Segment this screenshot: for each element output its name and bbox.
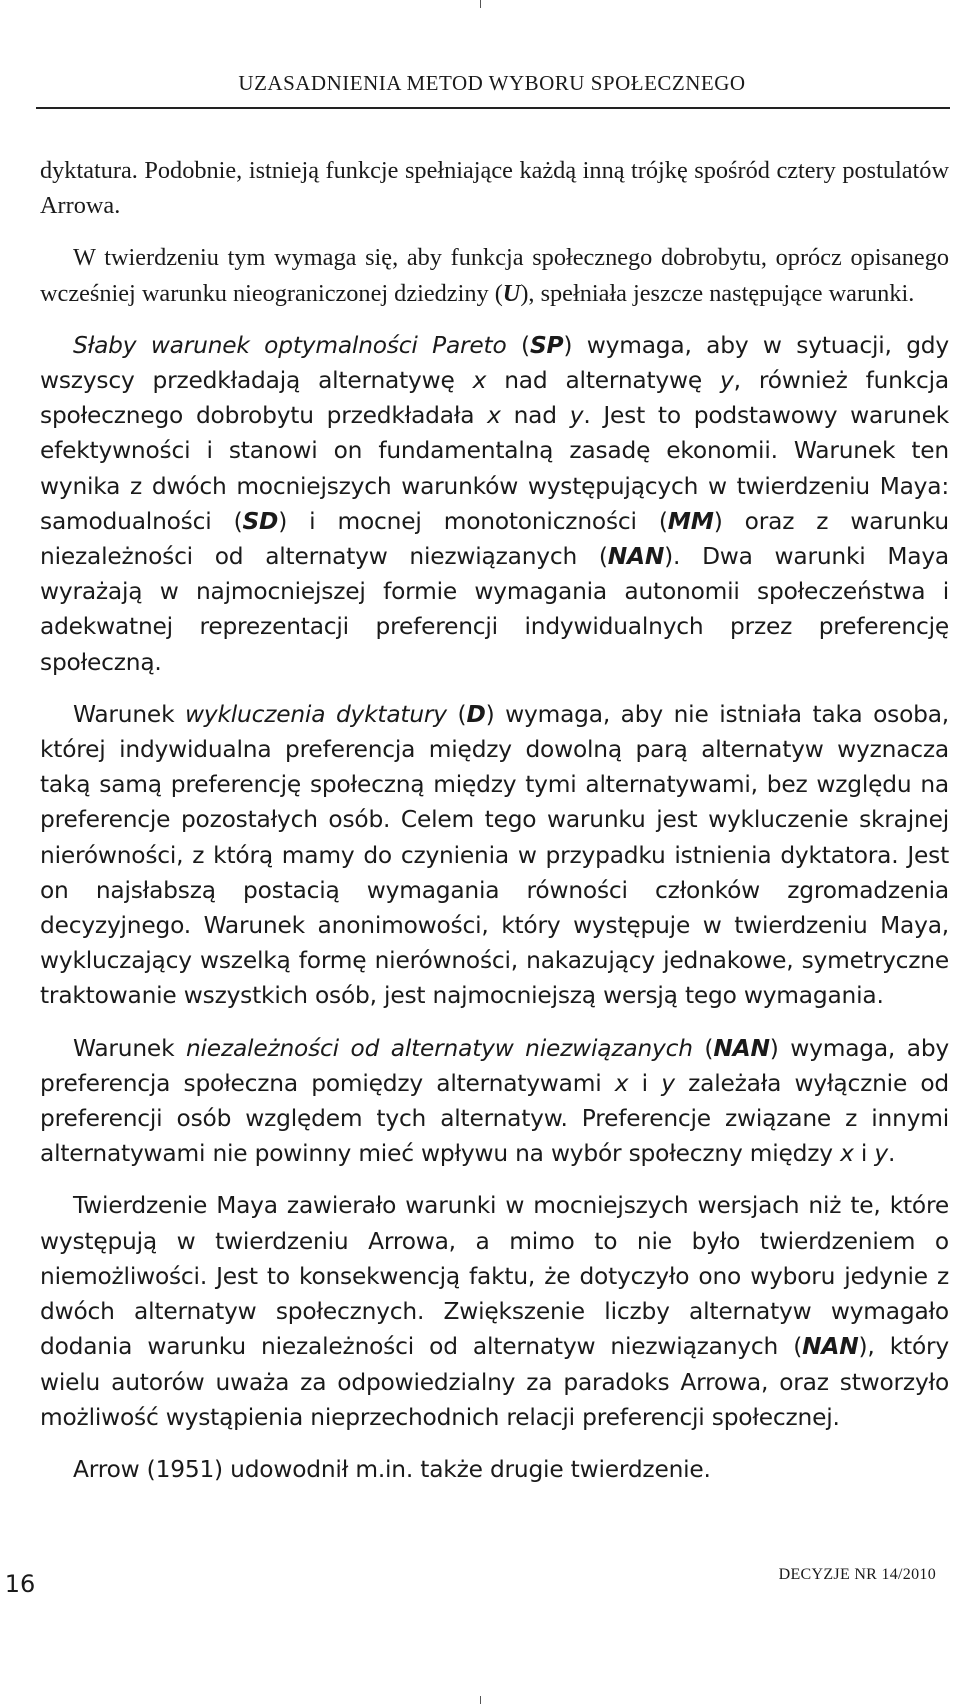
body-text (40, 153, 949, 1487)
journal-issue: DECYZJE NR 14/2010 (778, 1566, 936, 1583)
crop-mark-top (480, 0, 481, 8)
paragraph-5: Warunek niezależności od alternatyw niezwiązanych (NAN) wymaga, aby preferencja społeczna pomiędzy alternatywami x i y zależała wyłącznie od preferencji osób względem tych alternatyw. Preferencje związane z innymi alternatywami nie powinny mieć wpływu na wybór społeczny między x i y. (40, 1034, 950, 1168)
paragraph-2: W twierdzeniu tym wymaga się, aby funkcja społecznego dobrobytu, oprócz opisanego wcześniej warunku nieograniczonej dziedziny (U), spełniała jeszcze następujące warunki. (40, 244, 949, 307)
running-header: UZASADNIENIA METOD WYBORU SPOŁECZNEGO (238, 71, 746, 95)
paragraph-3: Słaby warunek optymalności Pareto (SP) wymaga, aby w sytuacji, gdy wszyscy przedkładają alternatywę x nad alternatywę y, również funkcja społecznego dobrobytu przedkładała x nad y. Jest to podstawowy warunek efektywności i stanowi on fundamentalną zasadę ekonomii. Warunek ten wynika z dwóch mocniejszych warunków występujących w twierdzeniu Maya: samodualności (SD) i mocnej monotoniczności (MM) oraz z warunku niezależności od alternatyw niezwiązanych (NAN). Dwa warunki Maya wyrażają w najmocniejszej formie wymagania autonomii społeczeństwa i adekwatnej reprezentacji preferencji indywidualnych przez preferencję społeczną. (40, 331, 949, 676)
paragraph-7: Arrow (1951) udowodnił m.in. także drugie twierdzenie. (73, 1455, 711, 1483)
paragraph-6: Twierdzenie Maya zawierało warunki w mocniejszych wersjach niż te, które występują w twierdzeniu Arrowa, a mimo to nie było twierdzeniem o niemożliwości. Jest to konsekwencją faktu, że dotyczyło ono wyboru jedynie z dwóch alternatyw społecznych. Zwiększenie liczby alternatyw wymagało dodania warunku niezależności od alternatyw niezwiązanych (NAN), który wielu autorów uważa za odpowiedzialny za paradoks Arrowa, oraz stworzyło możliwość wystąpienia nieprzechodnich relacji preferencji społecznej. (40, 1192, 949, 1431)
header-rule (36, 107, 950, 109)
page-number: 16 (4, 1570, 36, 1598)
paragraph-4: Warunek wykluczenia dyktatury (D) wymaga, aby nie istniała taka osoba, której indywidualna preferencja między dowolną parą alternatyw wyznacza taką samą preferencję społeczną między tymi alternatywami, bez względu na preferencje pozostałych osób. Celem tego warunku jest wykluczenie skrajnej nierówności, z którą mamy do czynienia w przypadku istnienia dyktatora. Jest on najsłabszą postacią wymagania równości członków zgromadzenia decyzyjnego. Warunek anonimowości, który występuje w twierdzeniu Maya, wykluczający wszelką formę nierówności, nakazujący jednakowe, symetryczne traktowanie wszystkich osób, jest najmocniejszą wersją tego wymagania. (40, 700, 949, 1010)
crop-mark-bottom (480, 1696, 481, 1704)
paragraph-1: dyktatura. Podobnie, istnieją funkcje spełniające każdą inną trójkę spośród cztery postulatów Arrowa. (40, 157, 949, 220)
